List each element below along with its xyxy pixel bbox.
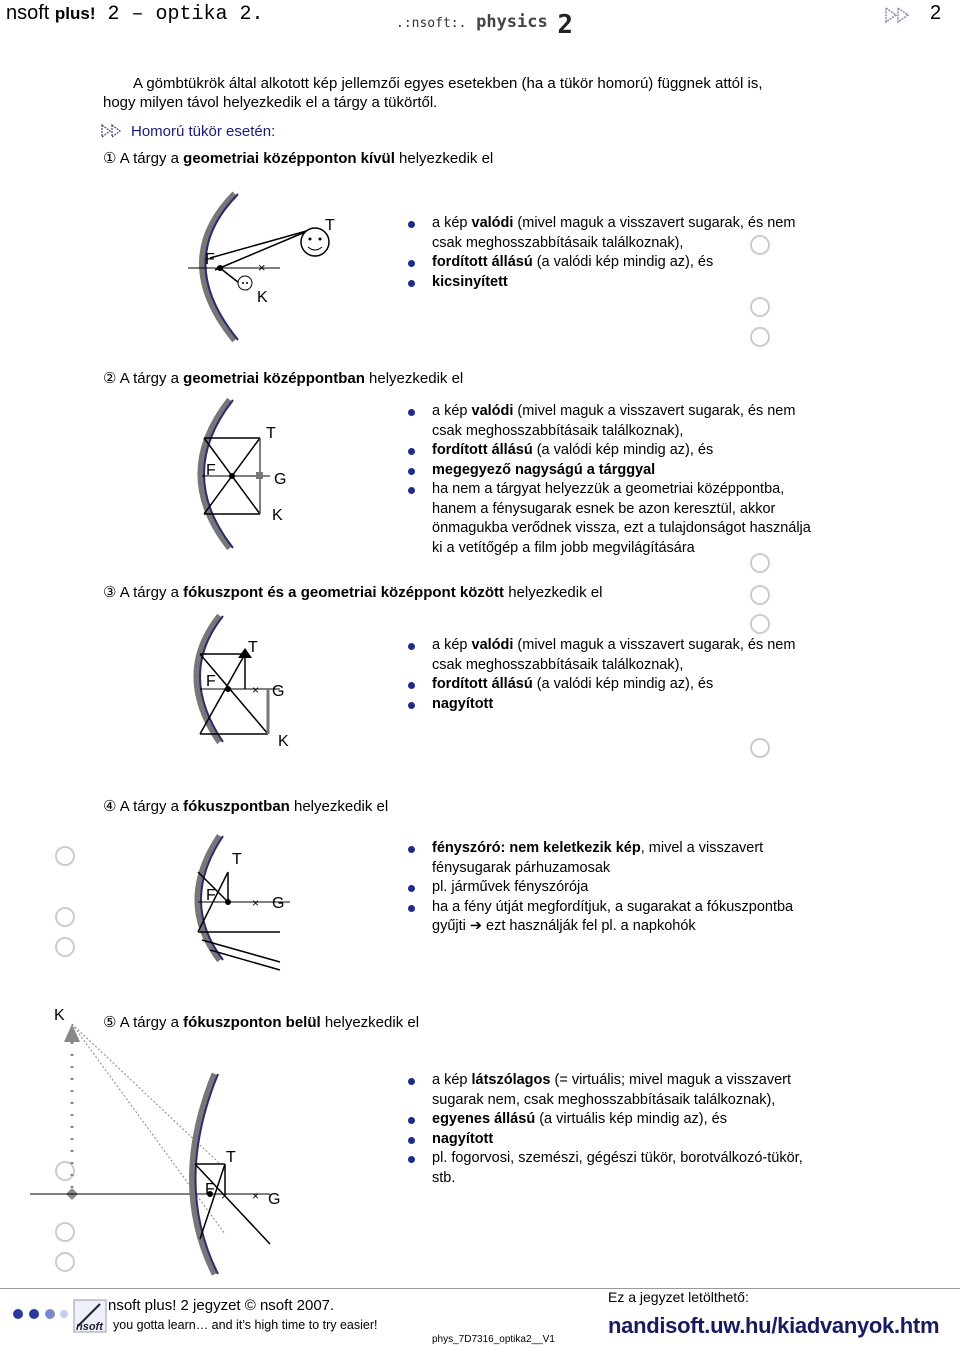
section-1-title bbox=[103, 149, 493, 167]
bullet-list bbox=[405, 636, 905, 714]
bullet-bold: fényszóró: nem keletkezik kép bbox=[432, 840, 641, 856]
deco-circle bbox=[750, 738, 770, 758]
footer-download-label: Ez a jegyzet letölthető: bbox=[608, 1289, 749, 1305]
bullet-item bbox=[405, 1110, 925, 1130]
bullet-bold: fordított állású bbox=[432, 254, 533, 270]
bullet-item bbox=[405, 402, 925, 422]
bullet-item bbox=[405, 253, 905, 273]
bullet-item bbox=[405, 539, 925, 559]
label-F: F bbox=[205, 1181, 215, 1198]
deco-circle bbox=[750, 297, 770, 317]
bullet-continuation: ki a vetítőgép a film jobb megvilágítására bbox=[432, 539, 695, 556]
section-1-title-post: helyezkedik el bbox=[394, 150, 494, 167]
section-4-title-bold: fókuszpontban bbox=[183, 798, 290, 815]
physics-logo bbox=[396, 4, 574, 40]
brand-plus: plus! bbox=[54, 4, 96, 23]
page-number: 2 bbox=[930, 2, 942, 24]
bullet-item bbox=[405, 675, 905, 695]
bullet-list bbox=[405, 214, 905, 292]
bullet-pre: ha a fény útját megfordítjuk, a sugarakat a fókuszpontba bbox=[432, 898, 794, 915]
intro-line-1: A gömbtükrök által alkotott kép jellemzői egyes esetekben (ha a tükör homorú) függnek attól is, bbox=[133, 75, 763, 92]
diagram-3 bbox=[180, 614, 310, 754]
section-3-bullets bbox=[405, 636, 905, 714]
section-3-title-post: helyezkedik el bbox=[504, 584, 603, 601]
bullet-item bbox=[405, 695, 905, 715]
deco-circle bbox=[750, 235, 770, 255]
section-4-number: ④ bbox=[103, 798, 117, 815]
bullet-pre: a kép bbox=[432, 637, 472, 653]
label-T: T bbox=[248, 639, 258, 656]
bullet-item bbox=[405, 1091, 925, 1111]
bullet-item bbox=[405, 1169, 925, 1189]
bullet-bold: egyenes állású bbox=[432, 1111, 536, 1127]
bullet-continuation: stb. bbox=[432, 1169, 456, 1186]
bullet-list bbox=[405, 1071, 925, 1188]
bullet-post: , mivel a visszavert bbox=[640, 840, 764, 856]
label-F: F bbox=[205, 251, 215, 268]
bullet-bold: megegyező nagyságú a tárggyal bbox=[432, 461, 656, 478]
concave-heading-rest: esetén: bbox=[221, 123, 276, 140]
bullet-list bbox=[405, 402, 925, 558]
svg-text:×: × bbox=[221, 1189, 229, 1203]
label-F: F bbox=[206, 673, 216, 690]
svg-text:×: × bbox=[252, 896, 260, 910]
label-K: K bbox=[278, 733, 289, 750]
label-K: K bbox=[54, 1007, 65, 1024]
footer-code: phys_7D7316_optika2__V1 bbox=[432, 1334, 555, 1345]
bullet-item bbox=[405, 461, 925, 481]
section-4-title bbox=[103, 797, 388, 815]
bullet-continuation: gyűjti ➔ ezt használják fel pl. a napkohók bbox=[432, 918, 696, 934]
bullet-post: (a valódi kép mindig az), és bbox=[532, 442, 714, 458]
bullet-post: (a virtuális kép mindig az), és bbox=[535, 1111, 727, 1127]
deco-circle bbox=[750, 327, 770, 347]
footer-divider bbox=[0, 1288, 960, 1289]
logo-number: 2 bbox=[557, 10, 574, 40]
label-T: T bbox=[325, 217, 335, 234]
section-2-title-bold: geometriai középpontban bbox=[183, 370, 365, 387]
nsoft-logo-text: nsoft bbox=[76, 1321, 103, 1333]
label-G: G bbox=[274, 471, 287, 488]
section-3-title-pre: A tárgy a bbox=[116, 584, 184, 601]
concave-heading-bold: Homorú tükör bbox=[131, 123, 222, 140]
bullet-bold: látszólagos bbox=[471, 1072, 551, 1088]
bullet-bold: valódi bbox=[471, 215, 514, 231]
bullet-post: (a valódi kép mindig az), és bbox=[532, 254, 714, 270]
bullet-pre: a kép bbox=[432, 1072, 472, 1088]
bullet-item bbox=[405, 1071, 925, 1091]
bullet-bold: nagyított bbox=[432, 695, 494, 712]
double-arrow-icon bbox=[100, 123, 126, 139]
bullet-pre: a kép bbox=[432, 403, 472, 419]
bullet-item bbox=[405, 480, 925, 500]
section-2-bullets bbox=[405, 402, 925, 558]
svg-text:×: × bbox=[252, 683, 260, 697]
section-2-title-post: helyezkedik el bbox=[364, 370, 464, 387]
bullet-item bbox=[405, 878, 905, 898]
bullet-item bbox=[405, 273, 905, 293]
bullet-item bbox=[405, 214, 905, 234]
bullet-pre: pl. fogorvosi, szemészi, gégészi tükör, borotválkozó-tükör, bbox=[432, 1150, 803, 1166]
section-2-title bbox=[103, 369, 463, 387]
bullet-continuation: hanem a fénysugarak esnek be azon keresztül, akkor bbox=[432, 500, 776, 517]
bullet-bold: nagyított bbox=[432, 1130, 494, 1147]
intro-line-2: hogy milyen távol helyezkedik el a tárgy a tükörtől. bbox=[103, 94, 438, 111]
svg-text:×: × bbox=[258, 260, 266, 275]
label-K: K bbox=[257, 289, 268, 306]
deco-circle bbox=[55, 907, 75, 927]
footer-url[interactable]: nandisoft.uw.hu/kiadvanyok.htm bbox=[608, 1313, 940, 1338]
bullet-post: (mivel maguk a visszavert sugarak, és nem bbox=[513, 403, 796, 419]
intro-paragraph bbox=[103, 74, 903, 112]
bullet-item bbox=[405, 500, 925, 520]
section-3-title bbox=[103, 583, 602, 601]
bullet-item bbox=[405, 441, 925, 461]
section-5-title-pre: A tárgy a bbox=[116, 1014, 184, 1031]
bullet-item bbox=[405, 859, 905, 879]
footer-slogan: you gotta learn… and it’s high time to try easier! bbox=[113, 1318, 378, 1332]
bullet-post: (a valódi kép mindig az), és bbox=[532, 676, 714, 692]
section-2-title-pre: A tárgy a bbox=[116, 370, 184, 387]
concave-heading bbox=[131, 123, 275, 140]
bullet-pre: a kép bbox=[432, 215, 472, 231]
section-5-bullets bbox=[405, 1071, 925, 1188]
label-K: K bbox=[272, 507, 283, 524]
image-smiley bbox=[238, 276, 252, 290]
diagram-2 bbox=[180, 398, 310, 558]
brand-text: nsoft bbox=[6, 2, 55, 24]
section-2-number: ② bbox=[103, 370, 117, 387]
section-4-title-pre: A tárgy a bbox=[116, 798, 184, 815]
series-title: 2 – optika 2. bbox=[95, 3, 264, 26]
section-5-title-bold: fókuszponton belül bbox=[183, 1014, 321, 1031]
bullet-item bbox=[405, 422, 925, 442]
bullet-post: (mivel maguk a visszavert sugarak, és nem bbox=[513, 215, 796, 231]
bullet-bold: fordított állású bbox=[432, 676, 533, 692]
section-3-title-bold: fókuszpont és a geometriai középpont között bbox=[183, 584, 505, 601]
deco-circle bbox=[55, 846, 75, 866]
section-5-title-post: helyezkedik el bbox=[320, 1014, 420, 1031]
bullet-item bbox=[405, 519, 925, 539]
bullet-item bbox=[405, 656, 905, 676]
bullet-continuation: önmagukba verődnek vissza, ezt a tulajdonságot használja bbox=[432, 520, 811, 536]
bullet-post: (= virtuális; mivel maguk a visszavert bbox=[550, 1072, 791, 1088]
bullet-list bbox=[405, 839, 905, 937]
bullet-item bbox=[405, 636, 905, 656]
diagram-1 bbox=[170, 190, 370, 350]
bullet-continuation: csak meghosszabbításaik találkoznak), bbox=[432, 656, 684, 673]
label-T: T bbox=[226, 1149, 236, 1166]
logo-small-text: .:nsoft:. bbox=[396, 16, 467, 31]
bullet-continuation: fénysugarak párhuzamosak bbox=[432, 859, 611, 876]
section-1-number: ① bbox=[103, 150, 117, 167]
bullet-item bbox=[405, 234, 905, 254]
footer-dots-icon bbox=[12, 1306, 72, 1322]
section-1-title-pre: A tárgy a bbox=[116, 150, 184, 167]
footer-copyright: nsoft plus! 2 jegyzet © nsoft 2007. bbox=[108, 1297, 335, 1314]
bullet-item bbox=[405, 839, 905, 859]
bullet-pre: pl. járművek fényszórója bbox=[432, 879, 589, 895]
bullet-continuation: csak meghosszabbításaik találkoznak), bbox=[432, 422, 684, 439]
bullet-bold: valódi bbox=[471, 403, 514, 419]
bullet-item bbox=[405, 917, 905, 937]
bullet-continuation: csak meghosszabbításaik találkoznak), bbox=[432, 234, 684, 251]
section-4-bullets bbox=[405, 839, 905, 937]
deco-circle bbox=[750, 553, 770, 573]
label-G: G bbox=[272, 895, 285, 912]
header-title bbox=[6, 2, 264, 26]
section-3-number: ③ bbox=[103, 584, 117, 601]
label-F: F bbox=[206, 887, 216, 904]
diagram-4 bbox=[180, 832, 320, 972]
label-T: T bbox=[266, 425, 276, 442]
bullet-pre: ha nem a tárgyat helyezzük a geometriai középpontba, bbox=[432, 481, 785, 497]
bullet-bold: kicsinyített bbox=[432, 273, 508, 290]
bullet-item bbox=[405, 1149, 925, 1169]
bullet-continuation: sugarak nem, csak meghosszabbításaik találkoznak), bbox=[432, 1091, 776, 1108]
section-1-bullets bbox=[405, 214, 905, 292]
logo-big-text: physics bbox=[476, 12, 548, 32]
nsoft-logo bbox=[70, 1296, 110, 1336]
svg-text:×: × bbox=[252, 1189, 260, 1203]
section-4-title-post: helyezkedik el bbox=[289, 798, 389, 815]
section-5-number: ⑤ bbox=[103, 1014, 117, 1031]
deco-circle bbox=[750, 614, 770, 634]
label-G: G bbox=[268, 1191, 281, 1208]
arrows-icon bbox=[884, 6, 920, 24]
label-G: G bbox=[272, 683, 285, 700]
label-F: F bbox=[206, 462, 216, 479]
diagram-5 bbox=[30, 1004, 310, 1284]
bullet-post: (mivel maguk a visszavert sugarak, és nem bbox=[513, 637, 796, 653]
section-1-title-bold: geometriai középponton kívül bbox=[183, 150, 395, 167]
bullet-bold: fordított állású bbox=[432, 442, 533, 458]
label-T: T bbox=[232, 851, 242, 868]
deco-circle bbox=[55, 937, 75, 957]
bullet-bold: valódi bbox=[471, 637, 514, 653]
bullet-item bbox=[405, 1130, 925, 1150]
bullet-item bbox=[405, 898, 905, 918]
deco-circle bbox=[750, 585, 770, 605]
